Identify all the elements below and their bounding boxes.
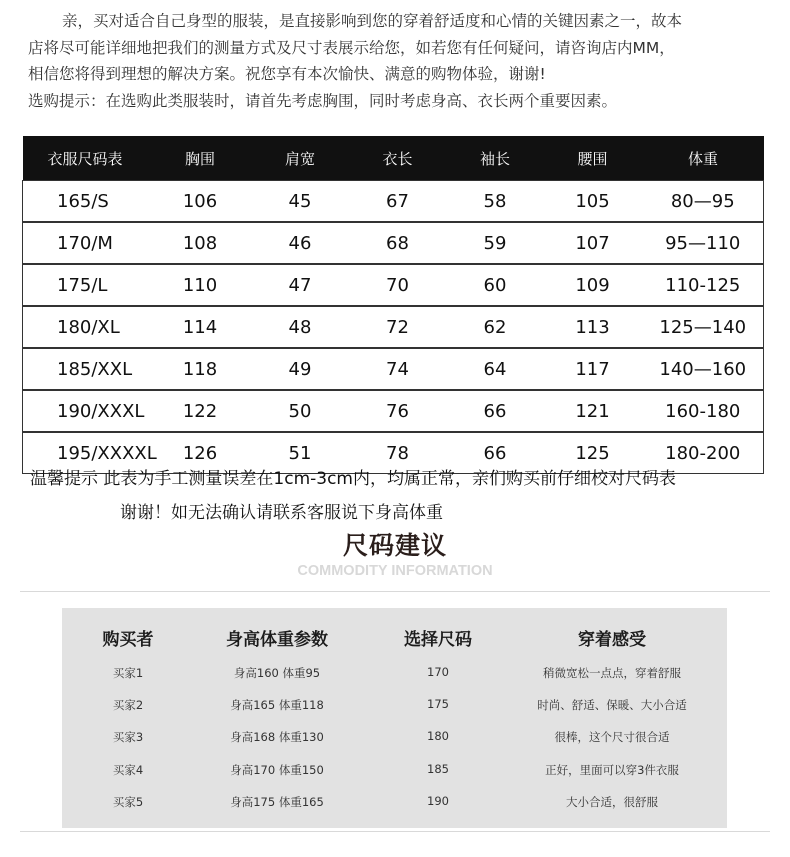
- table-row: [23, 181, 764, 223]
- table-row: [23, 348, 764, 390]
- cell-sleeve: 66: [448, 390, 543, 432]
- divider: [20, 591, 770, 592]
- cell-shoulder: 49: [253, 348, 348, 390]
- tips-line: 谢谢！如无法确认请联系客服说下身高体重: [120, 503, 443, 523]
- buyer-size: 170: [427, 665, 449, 679]
- cell-shoulder: 46: [253, 222, 348, 264]
- cell-shoulder: 47: [253, 264, 348, 306]
- cell-chest: 126: [148, 432, 253, 474]
- header-height-weight: 身高体重参数: [226, 630, 328, 650]
- buyer-name: 买家3: [112, 730, 144, 744]
- buyer-feedback: 稍微宽松一点点，穿着舒服: [543, 666, 681, 680]
- buyer-size: 180: [427, 729, 449, 743]
- cell-waist: 121: [543, 390, 643, 432]
- buyer-stats: 身高168 体重130: [230, 730, 324, 744]
- cell-weight: 160-180: [643, 390, 764, 432]
- cell-shoulder: 50: [253, 390, 348, 432]
- buyer-size: 190: [427, 794, 449, 808]
- buyer-stats: 身高160 体重95: [233, 666, 321, 680]
- cell-waist: 109: [543, 264, 643, 306]
- cell-length: 72: [348, 306, 448, 348]
- buyer-name: 买家4: [112, 763, 144, 777]
- cell-chest: 106: [148, 181, 253, 223]
- cell-shoulder: 51: [253, 432, 348, 474]
- buyer-stats: 身高165 体重118: [230, 698, 324, 712]
- header-weight: 体重: [643, 136, 764, 181]
- cell-chest: 108: [148, 222, 253, 264]
- cell-length: 67: [348, 181, 448, 223]
- cell-waist: 105: [543, 181, 643, 223]
- header-size: 衣服尺码表: [23, 136, 148, 181]
- buyer-stats: 身高170 体重150: [230, 763, 324, 777]
- cell-length: 76: [348, 390, 448, 432]
- buyer-feedback: 大小合适，很舒服: [566, 795, 658, 809]
- intro-text: [28, 8, 768, 114]
- cell-chest: 114: [148, 306, 253, 348]
- table-header-row: [23, 136, 764, 181]
- buyer-name: 买家2: [112, 698, 144, 712]
- cell-waist: 125: [543, 432, 643, 474]
- buyer-feedback: 正好，里面可以穿3件衣服: [545, 763, 679, 777]
- size-recommendation-panel: [62, 608, 727, 828]
- header-chest: 胸围: [148, 136, 253, 181]
- cell-size: 180/XL: [23, 306, 148, 348]
- header-waist: 腰围: [543, 136, 643, 181]
- cell-length: 78: [348, 432, 448, 474]
- buyer-name: 买家1: [112, 666, 144, 680]
- header-buyer: 购买者: [102, 630, 154, 650]
- cell-size: 165/S: [23, 181, 148, 223]
- cell-weight: 110-125: [643, 264, 764, 306]
- cell-size: 175/L: [23, 264, 148, 306]
- table-row: [23, 222, 764, 264]
- cell-chest: 110: [148, 264, 253, 306]
- buyer-feedback: 很棒，这个尺寸很合适: [554, 730, 670, 744]
- cell-waist: 107: [543, 222, 643, 264]
- intro-line: 选购提示：在选购此类服装时，请首先考虑胸围，同时考虑身高、衣长两个重要因素。: [28, 91, 618, 110]
- cell-sleeve: 66: [448, 432, 543, 474]
- buyer-size: 175: [427, 697, 449, 711]
- header-length: 衣长: [348, 136, 448, 181]
- cell-shoulder: 48: [253, 306, 348, 348]
- cell-size: 185/XXL: [23, 348, 148, 390]
- intro-line: 相信您将得到理想的解决方案。祝您享有本次愉快、满意的购物体验，谢谢!: [28, 65, 546, 83]
- cell-length: 70: [348, 264, 448, 306]
- cell-length: 68: [348, 222, 448, 264]
- buyer-feedback: 时尚、舒适、保暖、大小合适: [537, 698, 687, 712]
- cell-waist: 117: [543, 348, 643, 390]
- cell-chest: 122: [148, 390, 253, 432]
- cell-length: 74: [348, 348, 448, 390]
- size-chart-table: [22, 136, 764, 474]
- tips-line: 温馨提示 此表为手工测量误差在1cm-3cm内，均属正常，亲们购买前仔细校对尺码表: [30, 469, 676, 489]
- cell-size: 195/XXXXL: [23, 432, 148, 474]
- cell-sleeve: 62: [448, 306, 543, 348]
- cell-chest: 118: [148, 348, 253, 390]
- cell-size: 190/XXXL: [23, 390, 148, 432]
- cell-sleeve: 58: [448, 181, 543, 223]
- cell-weight: 140—160: [643, 348, 764, 390]
- header-wearing-feel: 穿着感受: [578, 630, 646, 650]
- cell-sleeve: 60: [448, 264, 543, 306]
- intro-line: 亲，买对适合自己身型的服装，是直接影响到您的穿着舒适度和心情的关键因素之一，故本: [62, 12, 683, 30]
- cell-weight: 180-200: [643, 432, 764, 474]
- cell-weight: 80—95: [643, 181, 764, 223]
- table-row: [23, 306, 764, 348]
- buyer-stats: 身高175 体重165: [230, 795, 324, 809]
- cell-waist: 113: [543, 306, 643, 348]
- intro-line: 店将尽可能详细地把我们的测量方式及尺寸表展示给您，如若您有任何疑问，请咨询店内MM，: [28, 38, 675, 57]
- buyer-size: 185: [427, 762, 449, 776]
- divider: [20, 831, 770, 832]
- header-shoulder: 肩宽: [253, 136, 348, 181]
- section-subtitle: COMMODITY INFORMATION: [297, 563, 493, 579]
- table-row: [23, 390, 764, 432]
- cell-shoulder: 45: [253, 181, 348, 223]
- cell-sleeve: 64: [448, 348, 543, 390]
- buyer-name: 买家5: [112, 795, 144, 809]
- header-chosen-size: 选择尺码: [404, 630, 472, 650]
- cell-sleeve: 59: [448, 222, 543, 264]
- section-title: 尺码建议: [342, 531, 447, 560]
- cell-size: 170/M: [23, 222, 148, 264]
- cell-weight: 95—110: [643, 222, 764, 264]
- cell-weight: 125—140: [643, 306, 764, 348]
- table-row: [23, 264, 764, 306]
- header-sleeve: 袖长: [448, 136, 543, 181]
